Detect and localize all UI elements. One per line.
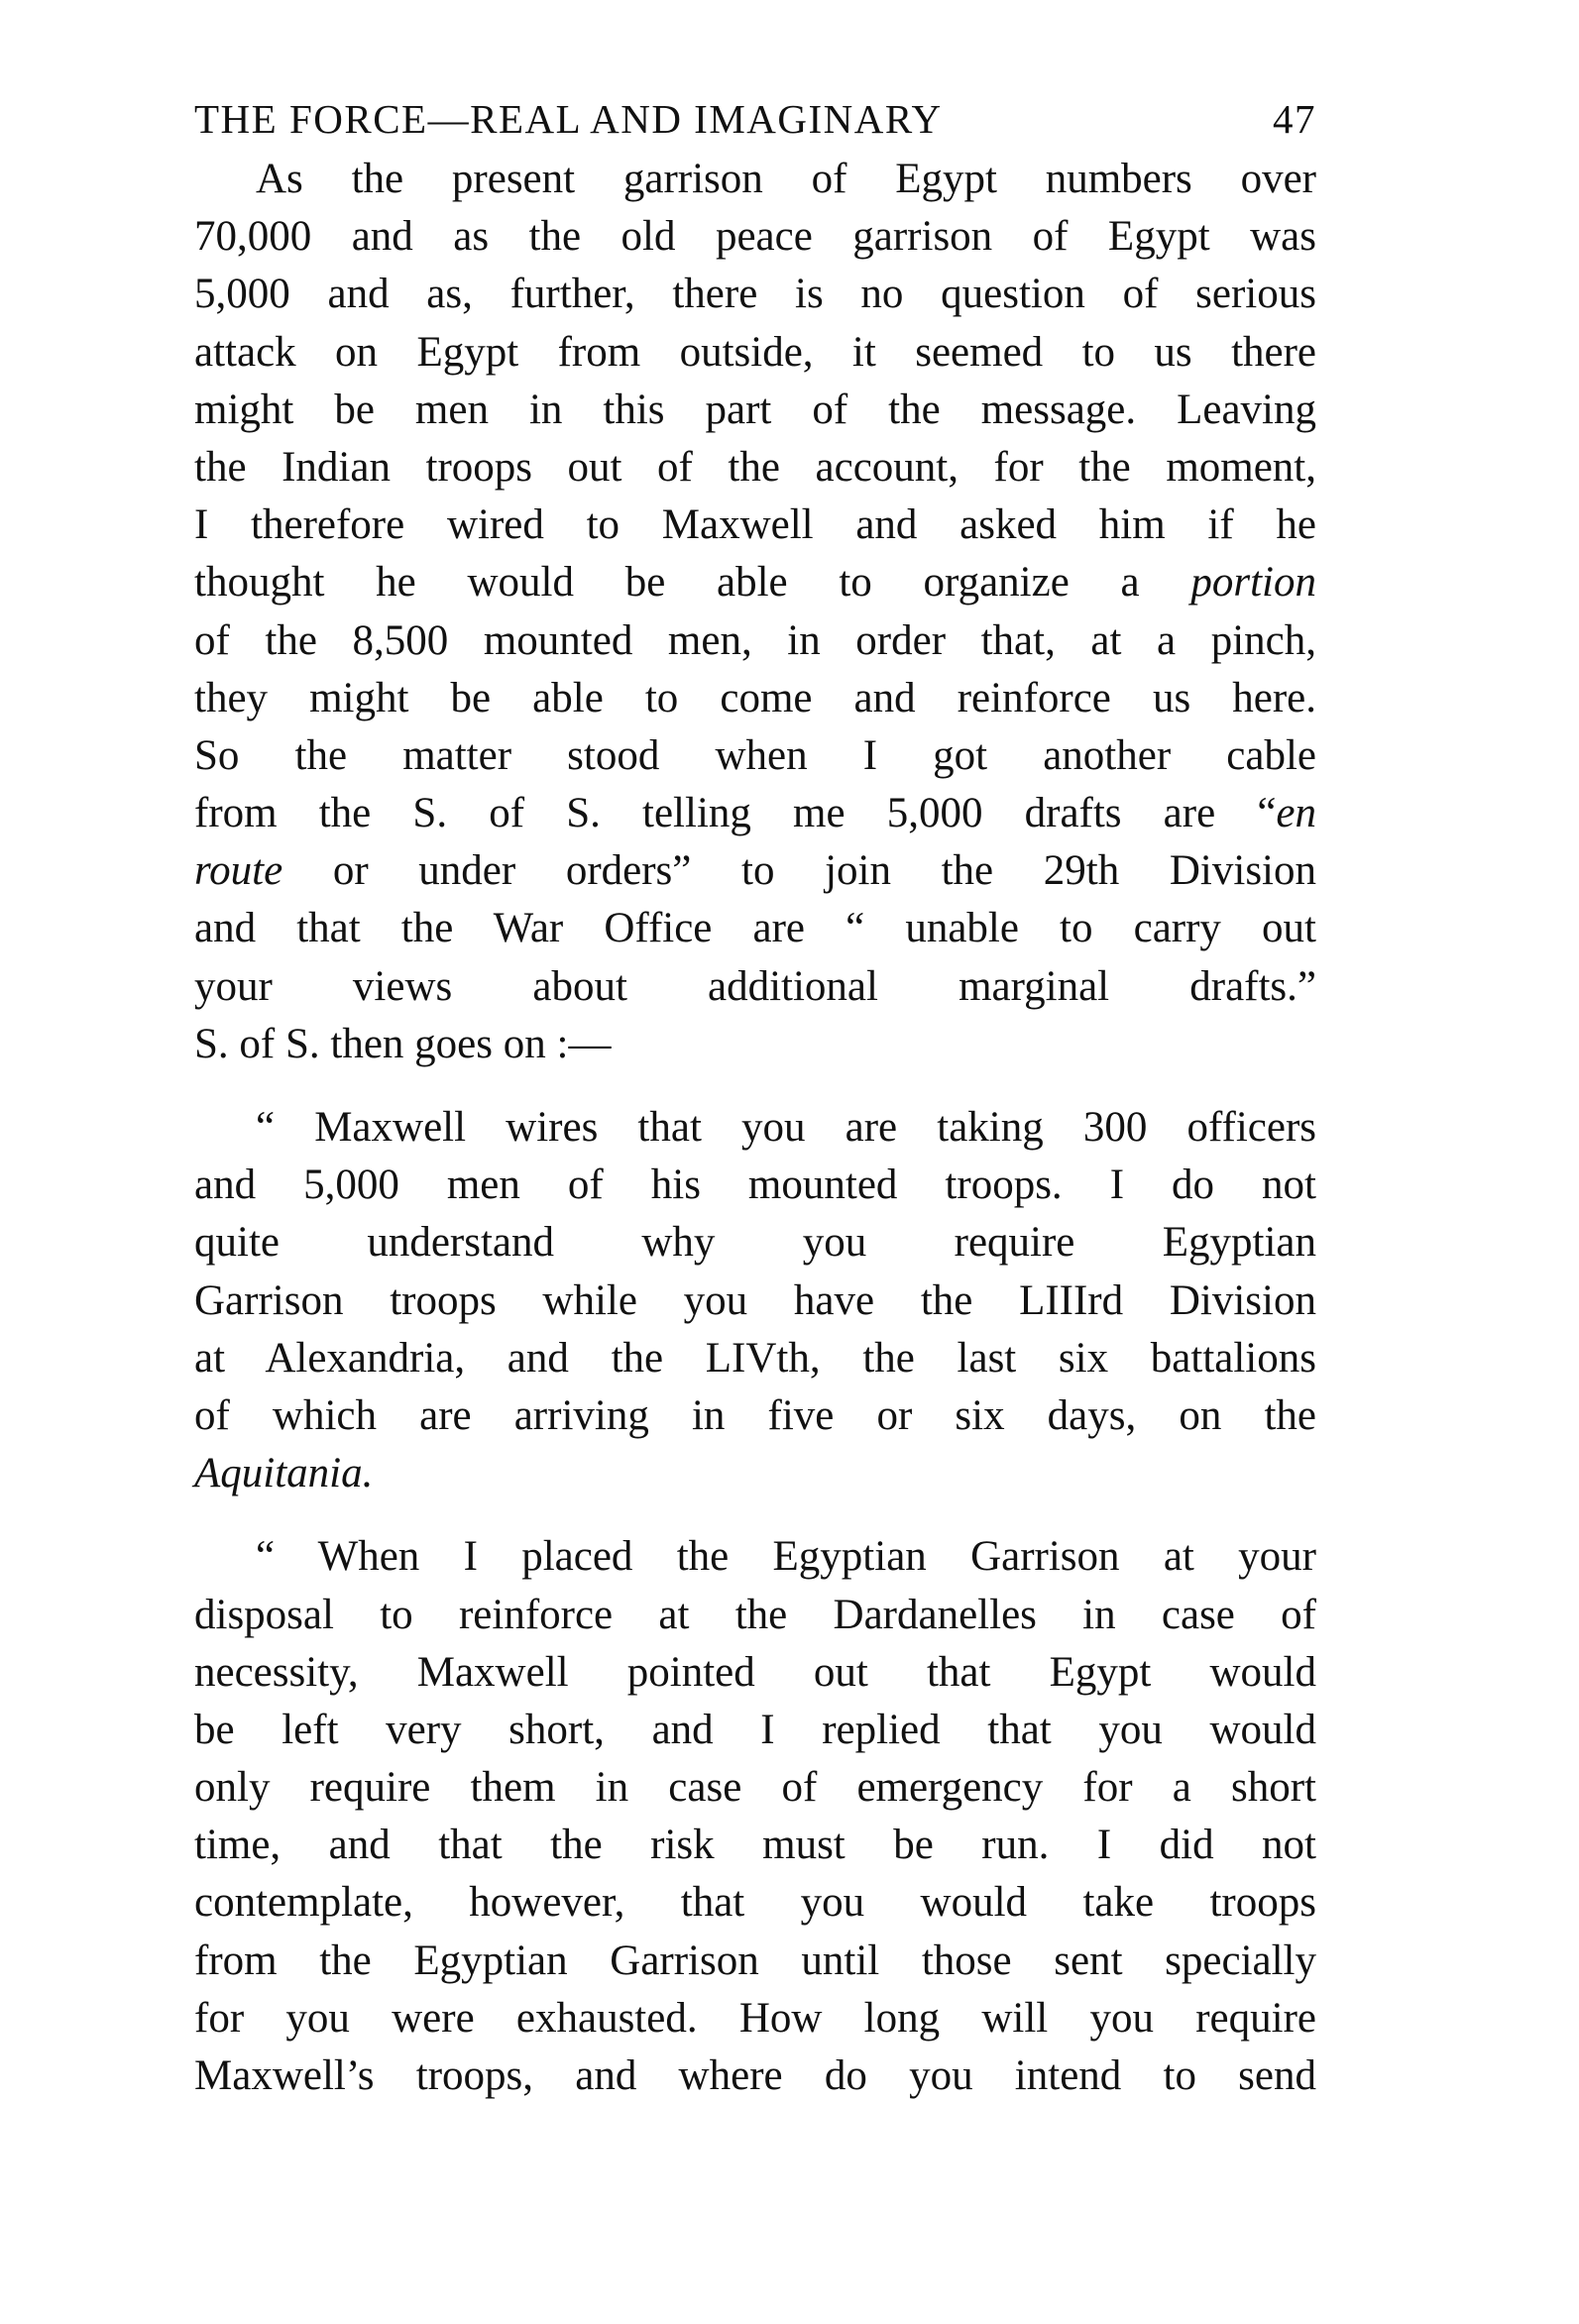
text-line (194, 785, 1316, 842)
text-line: only require them in case of emergency for a short (194, 1764, 1316, 1812)
italic-word: route (194, 847, 283, 895)
text-fragment: thought he would be able to organize a (194, 559, 1140, 607)
text-line: the Indian troops out of the account, for the moment, (194, 443, 1316, 491)
book-page (194, 89, 1316, 2131)
text-line: and 5,000 men of his mounted troops. I do not (194, 1162, 1316, 1209)
text-line: S. of S. then goes on :— (194, 1020, 612, 1067)
text-line: might be men in this part of the message. Leaving (194, 386, 1316, 433)
text-line: from the Egyptian Garrison until those sent specially (194, 1937, 1316, 1984)
text-line: As the present garrison of Egypt numbers over (256, 156, 1316, 202)
text-fragment: or under orders” to join the 29th Division (332, 847, 1316, 895)
text-line: contemplate, however, that you would take troops (194, 1879, 1316, 1927)
text-line: they might be able to come and reinforce us here. (194, 674, 1316, 721)
text-fragment: from the S. of S. telling me 5,000 drafts are “ (194, 790, 1277, 837)
text-line: attack on Egypt from outside, it seemed to us there (194, 328, 1316, 376)
italic-word: en (1276, 790, 1316, 837)
text-line: So the matter stood when I got another cable (194, 731, 1316, 779)
text-line: at Alexandria, and the LIVth, the last six battalions (194, 1334, 1316, 1382)
text-line: I therefore wired to Maxwell and asked him if he (194, 501, 1316, 549)
text-line: Maxwell’s troops, and where do you intend to send (194, 2052, 1316, 2099)
italic-word: portion (1190, 559, 1317, 607)
text-line: be left very short, and I replied that you would (194, 1706, 1316, 1753)
text-line: disposal to reinforce at the Dardanelles in case of (194, 1591, 1316, 1638)
text-line: for you were exhausted. How long will you require (194, 1994, 1316, 2042)
paragraph-3 (194, 1528, 1316, 2105)
running-title: THE FORCE—REAL AND IMAGINARY (194, 96, 943, 142)
text-line (194, 554, 1316, 611)
paragraph-1 (194, 151, 1316, 1073)
page-number: 47 (1273, 96, 1316, 142)
text-line: of the 8,500 mounted men, in order that, at a pinch, (194, 616, 1316, 664)
text-line: time, and that the risk must be run. I did not (194, 1822, 1316, 1869)
text-line: Garrison troops while you have the LIIIrd Division (194, 1276, 1316, 1324)
paragraph-2 (194, 1099, 1316, 1502)
running-header (194, 89, 1316, 149)
text-line: your views about additional marginal drafts.” (194, 962, 1316, 1010)
text-line: necessity, Maxwell pointed out that Egypt would (194, 1648, 1316, 1696)
text-line: and that the War Office are “ unable to carry out (194, 905, 1316, 952)
text-line: quite understand why you require Egyptian (194, 1219, 1316, 1267)
italic-ship-name: Aquitania. (194, 1450, 374, 1497)
text-line (194, 1445, 1316, 1502)
text-line: of which are arriving in five or six days, on the (194, 1391, 1316, 1439)
text-line: “ When I placed the Egyptian Garrison at your (256, 1533, 1316, 1581)
text-line (194, 842, 1316, 900)
text-line: 5,000 and as, further, there is no question of serious (194, 271, 1316, 318)
text-line: “ Maxwell wires that you are taking 300 officers (256, 1104, 1316, 1151)
text-line: 70,000 and as the old peace garrison of Egypt was (194, 213, 1316, 261)
